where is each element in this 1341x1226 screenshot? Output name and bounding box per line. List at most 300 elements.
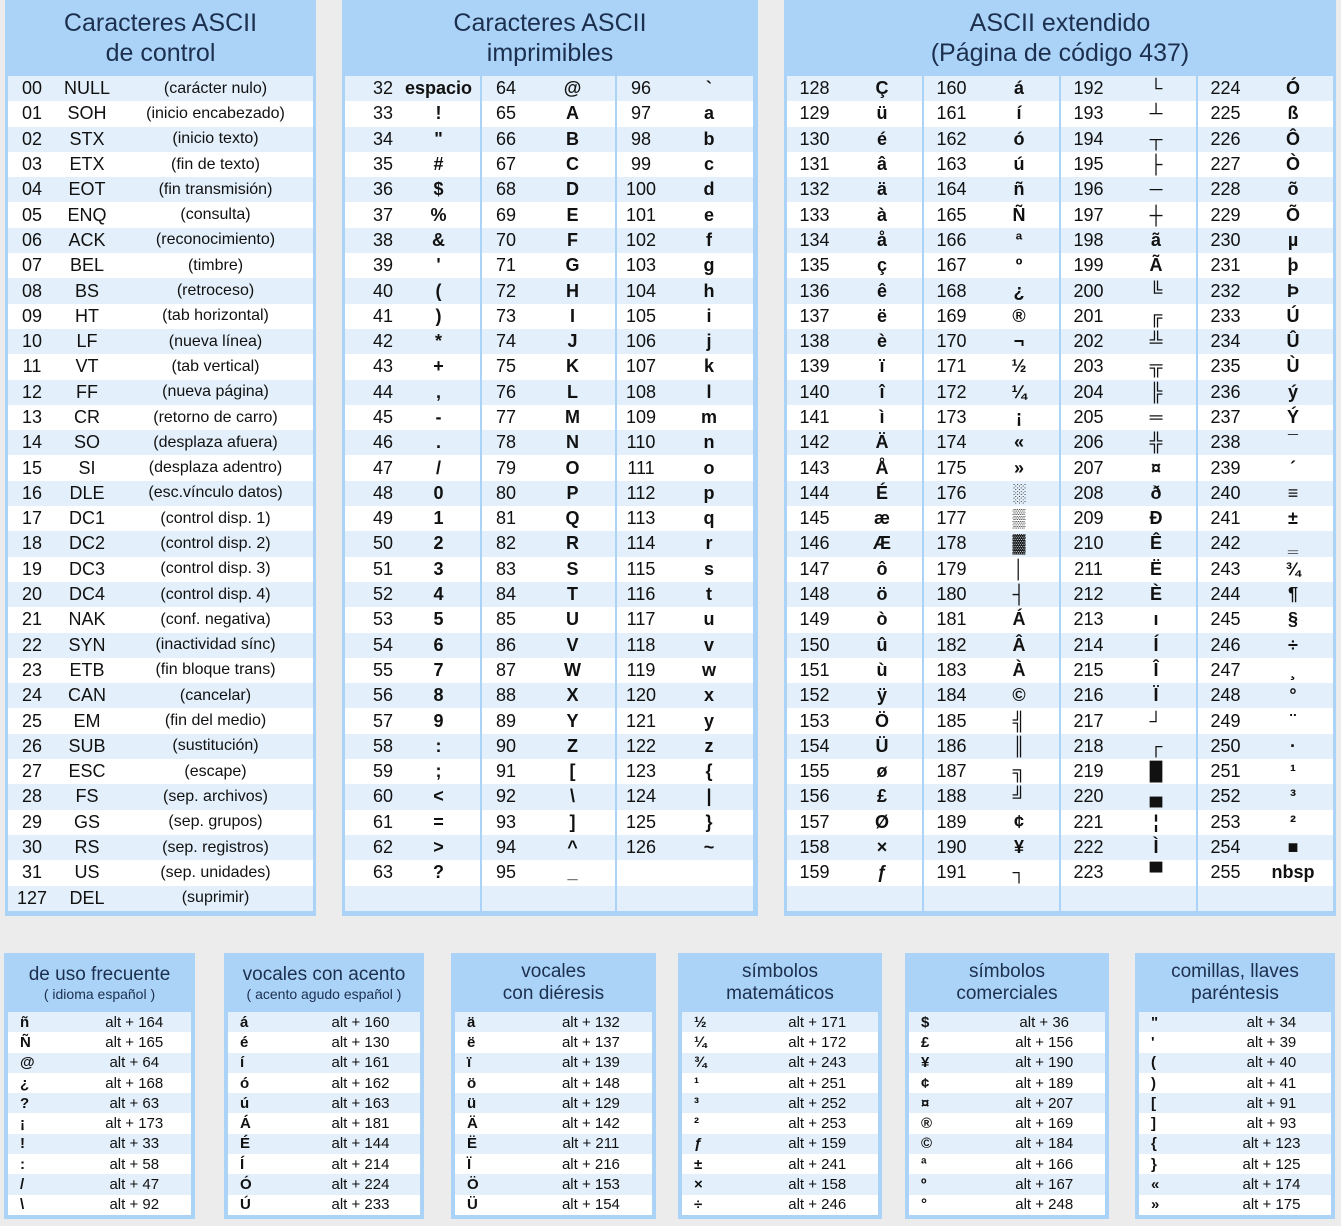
printable-row [617,76,753,101]
extended-row [1061,683,1196,708]
abbrev-cell: ACK [68,229,106,250]
code-cell: 94 [495,837,517,858]
extended-row [787,253,922,278]
code-cell: 215 [1073,659,1104,680]
extended-row [1061,531,1196,556]
extended-row [1198,152,1333,177]
char-cell: M [565,407,580,427]
alt-code-char: Ú [240,1196,251,1214]
code-cell: 218 [1073,735,1104,756]
code-cell: 192 [1073,78,1104,99]
printable-row [617,683,753,708]
char-cell: ë [876,305,887,326]
char-cell: ¬ [1013,331,1025,352]
code-cell: 176 [936,482,967,503]
code-cell: 34 [372,128,393,149]
printable-row [617,329,753,354]
alt-code-char: ú [240,1094,250,1112]
char-cell: Â [1012,634,1026,655]
alt-code-row [455,1032,652,1052]
printable-row [617,278,753,303]
code-cell: 254 [1210,837,1241,858]
printable-row [345,658,480,683]
code-cell: 132 [799,179,830,200]
char-cell: Ù [1286,356,1300,377]
char-cell: Ý [1286,407,1299,427]
alt-code-char: ƒ [694,1135,703,1153]
code-cell: 03 [21,154,43,175]
extended-row [1198,835,1333,860]
char-cell: Ü [875,735,889,756]
alt-code-keys: alt + 166 [1015,1155,1074,1173]
code-cell: 109 [625,407,657,427]
alt-codes-panel-title [224,953,424,1012]
char-cell: | [706,786,712,807]
code-cell: 184 [936,685,967,706]
description-cell: (sustitución) [172,737,259,755]
alt-code-keys: alt + 148 [561,1074,620,1092]
control-row [8,886,313,911]
alt-code-keys: alt + 246 [788,1196,847,1214]
char-cell: Ò [1285,154,1300,175]
alt-code-keys: alt + 162 [331,1074,390,1092]
extended-row [1198,354,1333,379]
alt-code-keys: alt + 165 [105,1033,164,1051]
alt-code-row [8,1093,191,1113]
abbrev-cell: DEL [69,887,105,908]
abbrev-cell: SO [73,432,100,453]
code-cell: 113 [626,508,656,529]
extended-row [924,481,1059,506]
printable-row [482,810,615,835]
alt-code-keys: alt + 211 [562,1135,620,1153]
description-cell: (nueva línea) [168,332,263,350]
alt-code-row [455,1174,652,1194]
extended-row [1061,177,1196,202]
alt-code-keys: alt + 251 [788,1074,847,1092]
extended-row [924,683,1059,708]
code-cell: 114 [626,533,656,554]
extended-chars-panel [784,0,1336,916]
abbrev-cell: BS [74,280,99,301]
control-row [8,177,313,202]
char-cell: ¸ [1290,659,1296,680]
extended-chars-title [784,0,1336,76]
alt-code-keys: alt + 39 [1246,1033,1297,1051]
extended-row [1198,886,1333,911]
char-cell: ‗ [1288,533,1298,554]
alt-code-row [1139,1032,1331,1052]
printable-row [345,127,480,152]
alt-code-keys: alt + 154 [561,1196,620,1214]
control-row [8,708,313,733]
code-cell: 22 [21,634,43,655]
abbrev-cell: EM [73,710,101,731]
control-row [8,152,313,177]
extended-row [1198,430,1333,455]
char-cell: ± [1288,508,1298,529]
extended-row [1198,607,1333,632]
description-cell: (timbre) [187,256,244,274]
code-cell: 45 [372,407,393,427]
char-cell: º [1015,255,1023,276]
code-cell: 206 [1073,432,1104,453]
code-cell: 75 [495,356,517,377]
code-cell: 40 [372,280,393,301]
alt-code-row [909,1113,1105,1133]
char-cell: ■ [1287,837,1299,858]
extended-row [1198,683,1333,708]
code-cell: 82 [495,533,517,554]
alt-code-char: ÷ [694,1196,703,1214]
printable-row [482,329,615,354]
printable-row [482,278,615,303]
printable-row [617,455,753,480]
code-cell: 66 [495,128,517,149]
alt-code-char: × [694,1176,703,1194]
extended-row [924,835,1059,860]
alt-code-row [455,1012,652,1032]
extended-column [787,76,922,911]
char-cell: = [433,811,444,832]
code-cell: 136 [799,280,830,301]
char-cell: Ä [875,432,889,453]
char-cell: f [706,229,712,250]
alt-code-row [1139,1073,1331,1093]
alt-code-keys: alt + 189 [1015,1074,1074,1092]
char-cell: ù [876,659,888,680]
alt-code-char: © [921,1135,933,1153]
control-row [8,101,313,126]
panel-title-line2: paréntesis [1191,982,1279,1004]
extended-row [1061,253,1196,278]
code-cell: 245 [1210,609,1241,630]
alt-code-keys: alt + 175 [1242,1196,1301,1214]
char-cell: ─ [1149,179,1163,200]
description-cell: (sep. archivos) [163,787,268,805]
code-cell: 150 [799,634,830,655]
code-cell: 41 [372,305,393,326]
code-cell: 110 [626,432,656,453]
extended-row [924,354,1059,379]
code-cell: 95 [495,862,517,883]
alt-codes-list [8,1012,191,1215]
char-cell: ê [876,280,887,301]
printable-row [482,531,615,556]
extended-row [787,177,922,202]
alt-codes-panel-title [678,953,882,1012]
extended-row [924,430,1059,455]
code-cell: 48 [372,482,393,503]
extended-row [924,380,1059,405]
description-cell: (escape) [184,762,247,780]
printable-row [617,633,753,658]
code-cell: 105 [625,305,657,326]
code-cell: 177 [936,508,967,529]
alt-codes-panel [451,953,656,1219]
extended-row [787,531,922,556]
extended-column [1061,76,1196,911]
char-cell: y [703,710,714,731]
code-cell: 211 [1074,558,1103,579]
printable-row [617,835,753,860]
code-cell: 76 [495,381,517,402]
code-cell: 80 [495,482,517,503]
char-cell: £ [876,786,887,807]
char-cell: ` [706,78,712,99]
char-cell: ▀ [1149,862,1163,883]
printable-row [617,759,753,784]
char-cell: ì [879,407,885,427]
printable-row [617,354,753,379]
alt-code-row [228,1195,420,1215]
code-cell: 129 [799,103,830,124]
control-row [8,304,313,329]
code-cell: 92 [495,786,517,807]
alt-code-char: « [1151,1176,1160,1194]
extended-row [787,759,922,784]
abbrev-cell: DC2 [68,533,105,554]
alt-code-row [455,1113,652,1133]
char-cell: ¤ [1150,457,1161,478]
char-cell: Õ [1285,204,1300,225]
printable-row [482,683,615,708]
code-cell: 106 [625,331,657,352]
code-cell: 200 [1073,280,1104,301]
printable-row [617,228,753,253]
printable-row [482,759,615,784]
printable-row [617,784,753,809]
char-cell: G [565,255,580,276]
char-cell: - [435,407,442,427]
control-title-line1: Caracteres ASCII [63,9,258,37]
code-cell: 53 [372,609,393,630]
code-cell: 255 [1210,862,1241,883]
panel-title-line1: símbolos [968,960,1046,982]
char-cell: ı [1153,609,1159,630]
code-cell: 158 [799,837,830,858]
alt-code-char: ¼ [694,1033,707,1051]
extended-row [1061,835,1196,860]
char-cell: § [1287,609,1298,630]
printable-row [617,304,753,329]
alt-code-keys: alt + 125 [1242,1155,1301,1173]
char-cell: Þ [1286,280,1299,301]
panel-title-line2: comerciales [956,982,1058,1004]
alt-code-keys: alt + 63 [109,1094,160,1112]
code-cell: 116 [626,584,656,605]
extended-row [1198,582,1333,607]
char-cell: g [703,255,715,276]
alt-code-char: } [1151,1155,1157,1173]
code-cell: 138 [799,331,830,352]
code-cell: 170 [936,331,967,352]
extended-row [1198,708,1333,733]
code-cell: 217 [1073,710,1104,731]
abbrev-cell: FF [76,381,98,402]
alt-code-row [8,1154,191,1174]
char-cell: á [1013,78,1024,99]
alt-code-keys: alt + 92 [109,1196,160,1214]
char-cell: s [703,558,714,579]
extended-row [787,228,922,253]
alt-code-keys: alt + 241 [788,1155,847,1173]
alt-code-keys: alt + 164 [105,1013,164,1031]
extended-row [1198,278,1333,303]
alt-code-keys: alt + 168 [105,1074,164,1092]
code-cell: 196 [1073,179,1104,200]
char-cell: R [566,533,579,554]
alt-code-row [1139,1113,1331,1133]
printable-row [345,810,480,835]
code-cell: 64 [495,78,517,99]
printable-row [345,228,480,253]
char-cell: 5 [433,609,444,630]
printable-row [482,202,615,227]
printable-row [617,506,753,531]
char-cell: ¼ [1011,381,1027,402]
code-cell: 09 [21,305,43,326]
control-row [8,784,313,809]
char-cell: ï [879,356,885,377]
char-cell: ß [1287,103,1299,124]
control-row [8,531,313,556]
extended-row [1061,152,1196,177]
printable-row [482,734,615,759]
code-cell: 06 [21,229,43,250]
extended-row [1198,101,1333,126]
panel-title-line2: matemáticos [726,982,834,1004]
printable-row [345,734,480,759]
char-cell: % [430,204,447,225]
code-cell: 189 [936,811,967,832]
char-cell: Ë [1149,558,1162,579]
alt-code-keys: alt + 184 [1015,1135,1074,1153]
code-cell: 28 [21,786,43,807]
char-cell: È [1149,584,1162,605]
alt-code-char: ½ [694,1013,707,1031]
code-cell: 89 [495,710,517,731]
extended-title-line2: (Página de código 437) [930,39,1190,67]
alt-code-char: ( [1151,1054,1156,1072]
code-cell: 100 [625,179,657,200]
printable-row [617,886,753,911]
printable-column [482,76,615,911]
extended-row [924,228,1059,253]
alt-code-char: Ö [467,1176,479,1194]
extended-row [787,633,922,658]
char-cell: I [569,305,575,326]
code-cell: 72 [495,280,517,301]
code-cell: 67 [495,154,517,175]
code-cell: 131 [799,154,830,175]
alt-code-char: ¡ [20,1115,25,1133]
char-cell: b [703,128,715,149]
extended-row [1061,278,1196,303]
char-cell: ¢ [1013,811,1024,832]
alt-code-row [909,1032,1105,1052]
char-cell: × [876,837,888,858]
panel-title-line1: de uso frecuente [28,963,171,985]
char-cell: X [566,685,579,706]
char-cell: ▒ [1012,508,1026,529]
extended-row [924,152,1059,177]
char-cell: ¯ [1288,432,1298,453]
alt-code-row [909,1195,1105,1215]
char-cell: espacio [404,78,473,99]
code-cell: 29 [21,811,43,832]
code-cell: 226 [1210,128,1241,149]
char-cell: û [876,634,888,655]
char-cell: þ [1287,255,1299,276]
alt-code-char: é [240,1033,249,1051]
printable-row [345,380,480,405]
control-row [8,658,313,683]
alt-code-char: ® [921,1115,933,1133]
code-cell: 21 [21,609,43,630]
printable-column [345,76,480,911]
char-cell: n [703,432,715,453]
printable-row [617,405,753,430]
extended-row [1061,607,1196,632]
alt-code-keys: alt + 41 [1246,1074,1297,1092]
code-cell: 16 [21,482,43,503]
code-cell: 81 [495,508,517,529]
alt-code-row [682,1174,878,1194]
code-cell: 162 [936,128,967,149]
char-cell: Y [566,710,579,731]
control-row [8,405,313,430]
alt-code-keys: alt + 160 [331,1013,390,1031]
alt-code-keys: alt + 233 [331,1196,390,1214]
char-cell: Ó [1285,78,1300,99]
printable-title-line2: imprimibles [486,39,614,67]
code-cell: 38 [372,229,393,250]
printable-row [617,177,753,202]
alt-code-keys: alt + 169 [1015,1115,1074,1133]
alt-code-row [1139,1053,1331,1073]
code-cell: 05 [21,204,43,225]
code-cell: 04 [21,179,43,200]
alt-code-keys: alt + 159 [788,1135,847,1153]
alt-code-keys: alt + 163 [331,1094,390,1112]
code-cell: 239 [1210,457,1241,478]
code-cell: 117 [626,609,656,630]
code-cell: 213 [1073,609,1104,630]
code-cell: 118 [626,634,656,655]
alt-code-char: ¿ [20,1074,30,1092]
code-cell: 212 [1073,584,1104,605]
alt-code-char: ¾ [694,1054,707,1072]
extended-row [1198,531,1333,556]
char-cell: ┐ [1012,862,1026,883]
code-cell: 11 [22,356,42,377]
alt-code-char: / [20,1176,25,1194]
code-cell: 63 [372,862,393,883]
alt-code-keys: alt + 33 [109,1135,160,1153]
code-cell: 20 [21,584,43,605]
char-cell: p [703,482,715,503]
printable-row [345,430,480,455]
panel-subtitle: ( idioma español ) [43,985,156,1002]
code-cell: 133 [799,204,830,225]
char-cell: ¹ [1290,761,1296,782]
printable-row [482,253,615,278]
char-cell: c [703,154,714,175]
abbrev-cell: SUB [68,735,106,756]
extended-title-line1: ASCII extendido [969,9,1151,37]
char-cell: » [1013,457,1024,478]
